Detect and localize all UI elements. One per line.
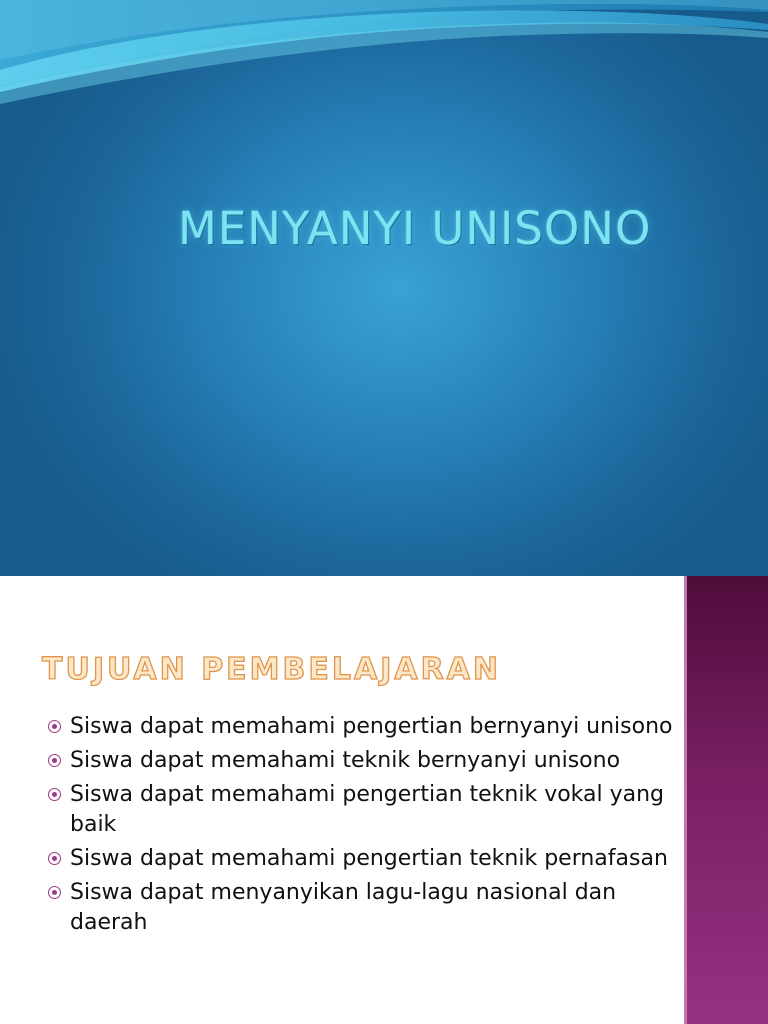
list-item-text: Siswa dapat memahami pengertian bernyanyi unisono [70, 714, 673, 739]
list-item [48, 712, 688, 742]
circle-dot-icon [48, 886, 61, 899]
objectives-slide [0, 576, 768, 1024]
slide-heading: TUJUAN PEMBELAJARAN [42, 652, 502, 687]
circle-dot-icon [48, 852, 61, 865]
list-item [48, 746, 688, 776]
list-item-text: Siswa dapat memahami teknik bernyanyi unisono [70, 748, 621, 773]
list-item [48, 844, 688, 874]
side-bar-decoration [684, 576, 768, 1024]
list-item [48, 780, 688, 840]
wave-decoration [0, 0, 768, 110]
list-item-text: Siswa dapat memahami pengertian teknik pernafasan [70, 846, 668, 871]
slide-title: MENYANYI UNISONO [178, 202, 652, 255]
list-item-text: Siswa dapat menyanyikan lagu-lagu nasional dan daerah [70, 880, 617, 935]
list-item [48, 878, 688, 938]
circle-dot-icon [48, 720, 61, 733]
circle-dot-icon [48, 788, 61, 801]
circle-dot-icon [48, 754, 61, 767]
objectives-list [48, 712, 688, 942]
list-item-text: Siswa dapat memahami pengertian teknik vokal yang baik [70, 782, 665, 837]
